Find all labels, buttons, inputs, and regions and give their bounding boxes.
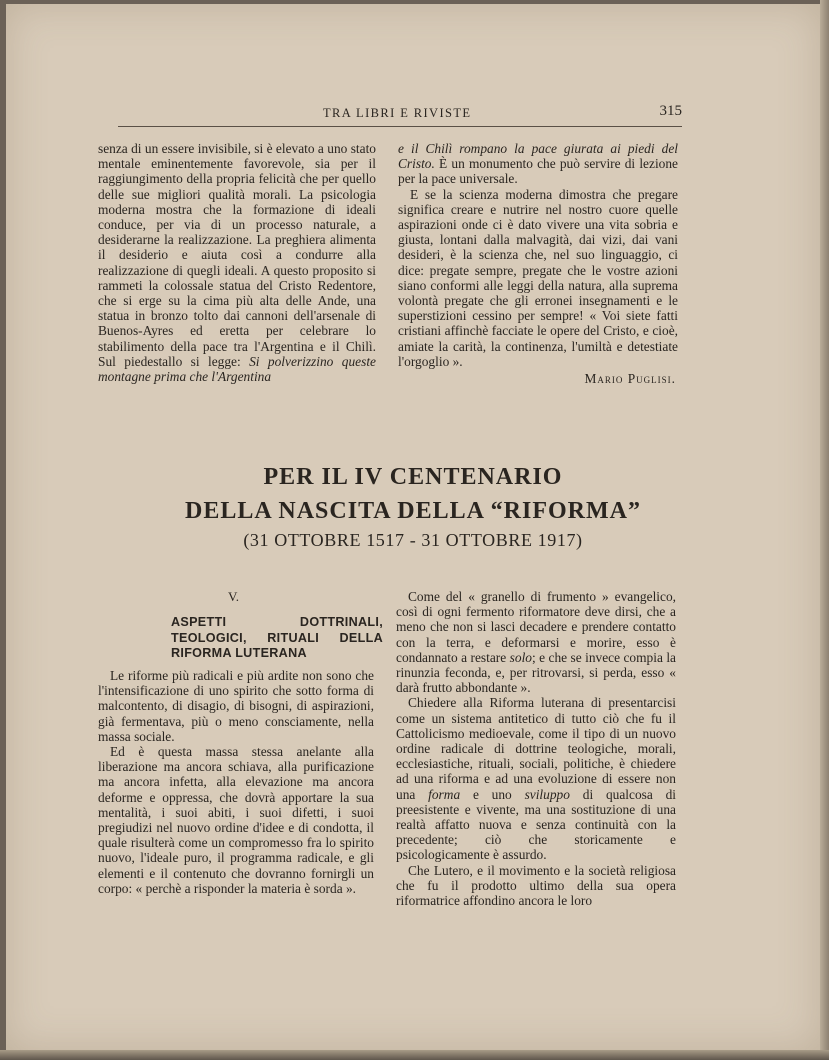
bottom-right-column: [396, 589, 676, 908]
section-number: V.: [228, 589, 239, 604]
author-signature: Mario Puglisi.: [584, 371, 676, 387]
running-head-title: TRA LIBRI E RIVISTE: [323, 106, 472, 120]
emphasis: solo: [509, 649, 532, 665]
book-page: [6, 4, 820, 1050]
page-edge-right: [820, 0, 829, 1060]
section-title: ASPETTI DOTTRINALI, TEOLOGICI, RITUALI DELLA RIFORMA LUTERANA: [171, 615, 383, 660]
paragraph: Le riforme più radicali e più ardite non sono che l'intensificazione di uno spirito che sotto forma di malcontento, di disagio, di bisogni, di aspirazioni, già fermentava, più o meno consciamente, nella massa sociale.: [98, 668, 374, 744]
top-left-column: [98, 141, 376, 384]
inscription-quote-start: Si polverizzino queste montagne prima che l'Argentina: [98, 353, 376, 385]
paragraph-text: È un monumento che può servire di lezione per la pace universale.: [398, 156, 678, 187]
paragraph: [396, 695, 676, 862]
top-right-column: [398, 141, 678, 386]
page-edge-bottom: [0, 1050, 829, 1060]
article-dates: (31 OTTOBRE 1517 - 31 OTTOBRE 1917): [243, 530, 583, 550]
running-head: [118, 103, 682, 127]
paragraph: [98, 141, 376, 384]
paragraph-text: ; e che se invece compia la rinunzia feconda, e, per ritrovarsi, si perda, esso « darà frutto abbondante ».: [396, 649, 676, 696]
paragraph: E se la scienza moderna dimostra che pregare significa creare e nutrire nel nostro cuore quelle aspirazioni onde ci è dato vivere una vita sobria e giusta, lontani dalla malvagità, dai vizi, dai vani desideri, è la scienza che, nel suo linguaggio, ci dice: pregate sempre, pregate che le vostre azioni siano conformi alle leggi della natura, alla suprema volontà pregate che gli erronei insegnamenti e le superstizioni cessino per sempre! « Voi siete fatti cristiani affinchè facciate le opere del Cristo, e cioè, amiate la carità, la continenza, l'umiltà e detestiate l'orgoglio ».: [398, 186, 678, 369]
paragraph: [396, 589, 676, 695]
paragraph: [398, 141, 678, 187]
page-number: 315: [659, 103, 682, 119]
paragraph-text: Chiedere alla Riforma luterana di presentarcisi come un sistema antitetico di tutto ciò che fu il Cattolicismo medioevale, come il tipo di un nuovo ordine radicale di dottrine teologiche, morali, ecclesiastiche, rituali, sociali, politiche, è chiedere ad una riforma e ad una evoluzione di essere non una: [396, 695, 676, 802]
paragraph-text: e uno: [472, 786, 512, 802]
paragraph: Ed è questa massa stessa anelante alla liberazione ma ancora schiava, alla purificazione ma ancora infetta, alla elevazione ma ancora deforme e oppressa, che dovrà apportare la sua mentalità, i suoi abiti, i suoi difetti, i suoi pregiudizi nel nuovo ordine d'idee e di condotta, il quale risulterà come un compromesso fra lo spirito nuovo, l'ideale puro, il programma radicale, e gli elementi e il contenuto che dovranno fornirgli un corpo: « perchè a risponder la materia è sorda ».: [98, 744, 374, 896]
paragraph-text: senza di un essere invisibile, si è elevato a uno stato mentale eminentemente favorevole, sia per il raggiungimento della propria felicità che per quello delle sue migliori qualità morali. La psicologia moderna mostra che la formazione di ideali conduce, per via di un processo naturale, a desiderarne la realizzazione. La preghiera alimenta il desiderio e aiuta così a condurre alla realizzazione di quegli ideali. A questo proposito si rammeti la colossale statua del Cristo Redentore, che si erge su la cima più alta delle Ande, una statua in bronzo tolto dai cannoni dell'arsenale di Buenos-Ayres ed eretta per celebrare lo stabilimento della pace tra l'Argentina e il Chilì. Sul piedestallo si legge:: [98, 141, 376, 369]
inscription-quote-end: e il Chilì rompano la pace giurata ai piedi del Cristo.: [398, 141, 678, 172]
emphasis: sviluppo: [524, 786, 570, 802]
article-heading-line1: PER IL IV CENTENARIO: [263, 464, 563, 490]
paragraph-text: di qualcosa di preesistente e vivente, ma una sostituzione di una realtà affatto nuova e senza continuità con la precedente; ciò che storicamente e psicologicamente è assurdo.: [396, 786, 676, 863]
paragraph: Che Lutero, e il movimento e la società religiosa che fu il prodotto ultimo della sua opera riformatrice affondino ancora le loro: [396, 862, 676, 909]
paragraph-text: Come del « granello di frumento » evangelico, così di ogni fermento riformatore deve dirsi, che a meno che non si lasci decadere e prendere contatto con la terra, e deformarsi e morire, esso è condannato a restare: [396, 589, 676, 665]
bottom-left-column: [98, 668, 374, 896]
emphasis: forma: [428, 786, 461, 802]
article-heading-line2: DELLA NASCITA DELLA “RIFORMA”: [185, 498, 641, 524]
